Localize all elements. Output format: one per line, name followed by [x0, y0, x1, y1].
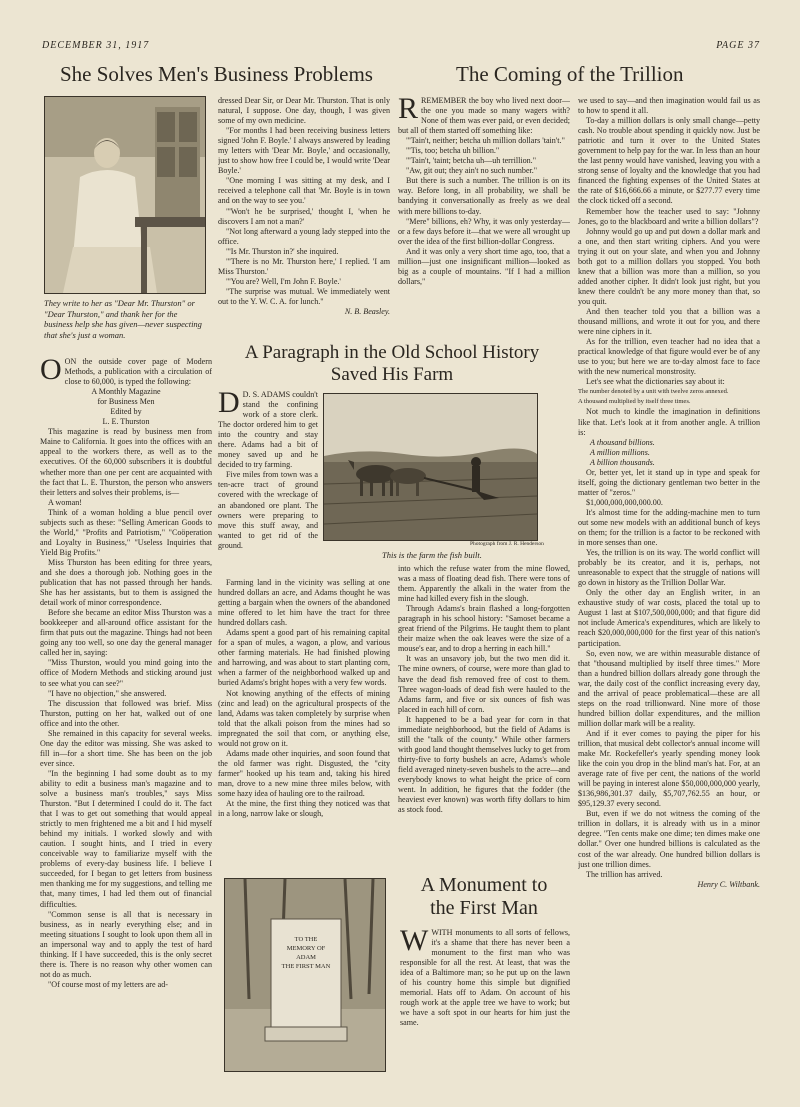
- article2-paragraph: "'Tain't, 'taint; betcha uh—uh terrillion.": [406, 156, 536, 166]
- masthead-line: L. E. Thurston: [102, 417, 150, 427]
- article2-paragraph: So, even now, we are within measurable distance of that "thousand multiplied by itself three times." More than a hundred billion dollars already gone through the war, the daily cost of the conflict increasing every day, and the arrival of peace problematical—these are all steps on the road trillionward. Nine more of those hundred billion dollar expenditures, and the million million dollar mark will be a reality.: [578, 648, 760, 728]
- article2-paragraph: And it was only a very short time ago, too, that a million—just one insignificant million—looked as big as a couple of mountains. "If I had a million dollars,": [398, 246, 570, 286]
- masthead-line: A Monthly Magazine: [91, 387, 161, 397]
- article3-paragraph: into which the refuse water from the mine flowed, was a mass of floating dead fish. There were tons of them. Apparently the alkali in the water from the mine had killed every fish in the slough.: [398, 564, 570, 604]
- article1-paragraph: Miss Thurston has been editing for three years, and she does a thorough job. Nothing goes in the publication that has not passed through her hands. She has her assistants, but to them is assigned the detail work of minor correspondence.: [40, 557, 212, 608]
- article2-paragraph: Or, better yet, let it stand up in type and speak for itself, going the dictionary gentleman two better in the matter of "zeros.": [578, 467, 760, 497]
- photo-fish-farm: [323, 393, 538, 541]
- article2-paragraph: It's almost time for the adding-machine men to turn out some new models with an additional bunch of keys on them; for the trillion is a factor to be reckoned with in more senses than one.: [578, 507, 760, 548]
- article-title-trillion: The Coming of the Trillion: [456, 62, 684, 86]
- author-signature-beasley: N. B. Beasley.: [344, 306, 390, 316]
- article2-paragraph: But there is such a number. The trillion is on its way. Before long, in all probability, we shall be bandying it conversationally as freely as we deal with mere billions to-day.: [398, 176, 570, 216]
- article2-paragraph: Yes, the trillion is on its way. The world conflict will probably be its creator, and it is, perhaps, not unreasonable to expect that the struggle of nations will go down in history as the Trillion Dollar War.: [578, 548, 760, 588]
- article2-column-2: [578, 96, 760, 1086]
- article3-column-2: [398, 564, 570, 868]
- inscription-line: THE FIRST MAN: [281, 963, 331, 970]
- article3-paragraph: Five miles from town was a ten-acre tract of ground covered with the wreckage of an abandoned ore plant. The owners were preparing to move this stuff away, and wanted to get rid of the ground.: [218, 470, 318, 550]
- article1-paragraph: "Miss Thurston, would you mind going into the office of Modern Methods and sticking around just to see what you can see?": [40, 658, 212, 688]
- dictionary-definition: The number denoted by a unit with twelve zeros annexed.: [578, 388, 729, 396]
- article2-paragraph: The trillion has arrived.: [586, 869, 663, 879]
- trillion-definition: A billion thousands.: [590, 457, 655, 467]
- article3-paragraph: D D. S. ADAMS couldn't stand the confining work of a store clerk. The doctor ordered him to get into the country and stay there. Adams had a bit of money saved up and he decided to try farming.: [218, 390, 318, 470]
- article1-paragraph: "Common sense is all that is necessary in business, as in nearly everything else; and in meeting situations I sought to look upon them all in an impersonal way and to apply the test of hard thinking. If I have succeeded, this is the only secret there is. There is no reason why other women can not do as much.: [40, 909, 212, 979]
- drop-cap-o: O: [40, 357, 62, 386]
- article1-paragraph: Think of a woman holding a blue pencil over subjects such as these: "Selling American Goods to the World," "Profits and Patriotism," "Coöperation and Loyalty in Business," "Useless Inquiries that Yield Big Profits.": [40, 507, 212, 557]
- trillion-definition: A thousand billions.: [590, 437, 655, 447]
- trillion-figure: $1,000,000,000,000.00.: [586, 497, 663, 507]
- photo-monument-image: [225, 879, 385, 1071]
- article1-paragraph: "'There is no Mr. Thurston here,' I replied. 'I am Miss Thurston.': [218, 256, 390, 276]
- article3-paragraph: Adams spent a good part of his remaining capital for a span of mules, a wagon, a plow, and various other farming materials. He had finished plowing and harrowing, and was about to start planting corn, when a farmer of the neighborhood walked up and buried Adams's bright hopes with a very few words.: [218, 628, 390, 688]
- photo-caption-thurston: They write to her as "Dear Mr. Thurston" or "Dear Thurston," and thank her for the business help she has given—never suspecting that she's just a woman.: [44, 298, 202, 340]
- author-signature-wiltbank: Henry C. Wiltbank.: [697, 879, 760, 889]
- photo-adam-monument: [224, 878, 386, 1072]
- title-line: Saved His Farm: [330, 364, 454, 385]
- page-number: PAGE 37: [716, 40, 760, 51]
- article1-paragraph: "'Is Mr. Thurston in?' she inquired.: [226, 246, 339, 256]
- inscription-line: TO THE: [294, 936, 318, 943]
- dictionary-definition: A thousand multiplied by itself three times.: [578, 398, 691, 406]
- article-title-old-school-history: [212, 342, 572, 386]
- article3-paragraph: Not knowing anything of the effects of mining (zinc and lead) on the agricultural prospects of the land, Adams was taken completely by surprise when told that the alkali poison from the mines had so impregnated the soil that corn, or anything else, would not grow on it.: [218, 688, 390, 748]
- article-title-monument: [398, 874, 570, 920]
- article1-paragraph: The discussion that followed was brief. Miss Thurston, putting on her hat, walked out of one office and into the other.: [40, 698, 212, 728]
- drop-cap-r: R: [398, 96, 419, 125]
- article2-paragraph: "'Tis, too; betcha uh billion.": [406, 146, 500, 156]
- masthead-line: Edited by: [110, 407, 142, 417]
- article2-paragraph: "'Tain't, neither; betcha uh million dollars 'tain't.": [406, 136, 565, 146]
- article1-paragraph: OON the outside cover page of Modern Methods, a publication with a circulation of close to 60,000, is typed the following:: [40, 357, 212, 387]
- article1-column-1: [40, 357, 212, 1062]
- article1-paragraph: A woman!: [48, 497, 82, 507]
- article1-paragraph: "For months I had been receiving business letters signed 'John F. Boyle.' I always answered by leading my letters with 'Dear Mr. Boyle,' and occasionally, just to show how free I could be, I would write 'Dear Boyle.': [218, 126, 390, 176]
- article2-paragraph: Remember how the teacher used to say: "Johnny Jones, go to the blackboard and write a billion dollars"?: [578, 206, 760, 226]
- article2-paragraph: RREMEMBER the boy who lived next door—the one you made so many wagers with? None of them was ever paid, or even decided; but all of them started off something like:: [398, 96, 570, 136]
- article1-paragraph: "Of course most of my letters are ad-: [48, 979, 168, 989]
- article1-paragraph: dressed Dear Sir, or Dear Mr. Thurston. That is only natural, I suppose. One day, though, I was given some of my own medicine.: [218, 96, 390, 126]
- article1-paragraph: "Not long afterward a young lady stepped into the office.: [218, 226, 390, 246]
- photo-woman-at-desk-image: [45, 97, 205, 293]
- article2-column-1: [398, 96, 570, 358]
- article2-paragraph: And if it ever comes to paying the piper for his trillion, that musical debt collector's annual income will make Mr. Rockefeller's yearly spending money look like the coin you drop in the blind man's hat. For, at an average rate of five per cent, the nations of the world will be paying in interest alone $50,000,000,000 yearly, $136,986,301.37 daily, $5,707,762.55 an hour, or $95,129.37 every second.: [578, 728, 760, 809]
- article1-paragraph: Before she became an editor Miss Thurston was a bookkeeper and all-around office assistant for the firm that puts out the magazine. Things had not been going any too well, so one day the general manager called her in, saying:: [40, 608, 212, 658]
- photo-credit: Photograph from J. R. Henderson: [470, 541, 544, 547]
- photo-caption-fish-farm: This is the farm the fish built.: [382, 550, 482, 560]
- article2-paragraph: As for the trillion, even teacher had no idea that a practical knowledge of that figure would ever be of any use to you; but here we are to-day almost face to face with the new numerical monstrosity.: [578, 337, 760, 377]
- inscription-line: MEMORY OF: [286, 945, 326, 952]
- article1-paragraph: "'You are? Well, I'm John F. Boyle.': [226, 276, 341, 286]
- article4-body: [400, 928, 570, 1068]
- article1-paragraph: She remained in this capacity for several weeks. One day the editor was missing. She was asked to fill in—for a short time. She has been on the job ever since.: [40, 728, 212, 768]
- drop-cap-w: W: [400, 928, 429, 957]
- article3-intro: [218, 390, 318, 576]
- article2-paragraph: But, even if we do not witness the coming of the trillion in dollars, it is already with us in a minor degree. "Ten cents make one dime; ten dimes make one dollar." Over one hundred billions is calculated as the cost of the war already. One hundred billion dollars is just one trillion dimes.: [578, 809, 760, 869]
- article2-paragraph: "Aw, git out; they ain't no such number.": [406, 166, 538, 176]
- issue-date: DECEMBER 31, 1917: [42, 40, 150, 51]
- title-line: the First Man: [430, 897, 538, 919]
- title-line: A Paragraph in the Old School History: [244, 342, 540, 363]
- article2-paragraph: To-day a million dollars is only small change—petty cash. No trouble about spending it quickly now. Just be patriotic and turn it over to the United States government to help pay for the war. In less than an hour the last penny would have vanished, leaving you with a strong sense of loyalty and the knowledge that you had financed the fighting expenses of the United States at the rate of $16,666.66 a minute, or $277.77 every time the clock ticked off a second.: [578, 116, 760, 206]
- article2-paragraph: "Mere" billions, eh? Why, it was only yesterday—or a few days before it—that we were all wrought up over the idea of the first billion-dollar Congress.: [398, 216, 570, 246]
- photo-farmer-plowing-image: [324, 394, 537, 540]
- article1-paragraph: This magazine is read by business men from Maine to California. It goes into the offices with an appeal to the workers there, as well as to the executives. Of the 60,000 subscribers it is doubtful whether more than one per cent are acquainted with the fact that L. E. Thurston, the person who answers their letters and solves their problems, is—: [40, 427, 212, 497]
- article1-column-2: [218, 96, 390, 358]
- inscription-line: ADAM: [296, 954, 316, 961]
- article2-paragraph: And then teacher told you that a billion was a thousand millions, and wrote it out for you, and there were nine ciphers in it.: [578, 306, 760, 337]
- title-line: A Monument to: [420, 874, 548, 896]
- monument-inscription: [280, 935, 332, 971]
- article1-paragraph: "In the beginning I had some doubt as to my ability to edit a business man's magazine and to solve a business man's troubles," says Miss Thurston. "But I determined I could do it. The fact that I was to get out something that would appeal strictly to men frightened me a bit and I hid myself behind my initials. I worked slowly and with caution. I sought hints, and I tried in every conceivable way to familiarize myself with the problems of every-day business life. I believe I succeeded, for I began to get letters from business men thanking me for my suggestions, and telling me that, many times, I had led them out of financial difficulties.: [40, 768, 212, 909]
- article-title-business-problems: She Solves Men's Business Problems: [60, 62, 373, 86]
- article3-column-1: [218, 578, 390, 870]
- drop-cap-d: D: [218, 390, 240, 419]
- article3-paragraph: At the mine, the first thing they noticed was that in a long, narrow lake or slough,: [218, 799, 390, 819]
- article3-paragraph: Adams made other inquiries, and soon found that the old farmer was right. Disgusted, the "city farmer" hooked up his team and, taking his hired man, drove to a new mine three miles below, with some hazy idea of hauling ore to the railroad.: [218, 748, 390, 798]
- article1-paragraph: "One morning I was sitting at my desk, and I received a telephone call that 'Mr. Boyle is in town and on the way to see you.': [218, 176, 390, 206]
- article1-paragraph: "'Won't he be surprised,' thought I, 'when he discovers I am not a man?': [218, 206, 390, 226]
- article2-paragraph: we used to say—and then imagination would fail us as to how to spend it all.: [578, 96, 760, 116]
- masthead-line: for Business Men: [97, 397, 155, 407]
- article2-paragraph: Johnny would go up and put down a dollar mark and a one, and then start writing ciphers. And you were trying it out on your slate, and when you and Johnny both got to a million dollars you stopped. You both knew that a billion was more than a million, so you added another cipher. It didn't look just right, but you knew there couldn't be any more money than that, so you quit.: [578, 226, 760, 306]
- article2-paragraph: Only the other day an English writer, in an exhaustive study of war costs, placed the total up to August 1 last at $107,500,000,000; and that figure did not include America's expenditures, which are likely to reach $20,000,000,000 for the first year of this nation's participation.: [578, 588, 760, 648]
- article3-paragraph: It was an unsavory job, but the two men did it. The mine owners, of course, were more than glad to have the dead fish removed free of cost to them. Three wagon-loads of dead fish were hauled to the Adams farm, and five or six ounces of fish was placed in each hill of corn.: [398, 654, 570, 714]
- article2-paragraph: Not much to kindle the imagination in definitions like that. Let's look at it from another angle. A trillion is:: [578, 407, 760, 437]
- article1-paragraph: "I have no objection," she answered.: [48, 688, 167, 698]
- article4-paragraph: WWITH monuments to all sorts of fellows, it's a shame that there has never been a monument to the first man who was responsible for all the rest. At least, that was the idea of a Baltimore man; so he put up on the lawn of his country home this simple but dignified memorial. Hats off to Adam. On account of his rough work at the apple tree we have to work; but we have a soft spot in our hearts for him just the same.: [400, 928, 570, 1028]
- article3-paragraph: It happened to be a bad year for corn in that immediate neighborhood, but the field of Adams is still the "talk of the county." While other farmers with good land thought themselves lucky to get from thirty-five to forty bushels an acre, Adams's whole field averaged ninety-seven bushels to the acre—and everybody knows to what height the price of corn went. In addition, he figures that the fodder (the heaviest ever known) was worth fifty dollars to him as stock food.: [398, 714, 570, 815]
- trillion-definition: A million millions.: [590, 447, 650, 457]
- article3-paragraph: Through Adams's brain flashed a long-forgotten paragraph in his school history: "Samoset became a great friend of the Pilgrims. He taught them to plant their maize when the oak leaves were the size of a mouse's ear, and to drop a herring in each hill.": [398, 604, 570, 654]
- article3-paragraph: Farming land in the vicinity was selling at one hundred dollars an acre, and Adams thought he was getting a bargain when the owners of the abandoned mine offered to let him have the tract for three hundred dollars cash.: [218, 578, 390, 628]
- photo-miss-thurston: [44, 96, 206, 294]
- article2-paragraph: Let's see what the dictionaries say about it:: [586, 377, 725, 387]
- article1-paragraph: "The surprise was mutual. We immediately went out to the Y. W. C. A. for lunch.": [218, 286, 390, 306]
